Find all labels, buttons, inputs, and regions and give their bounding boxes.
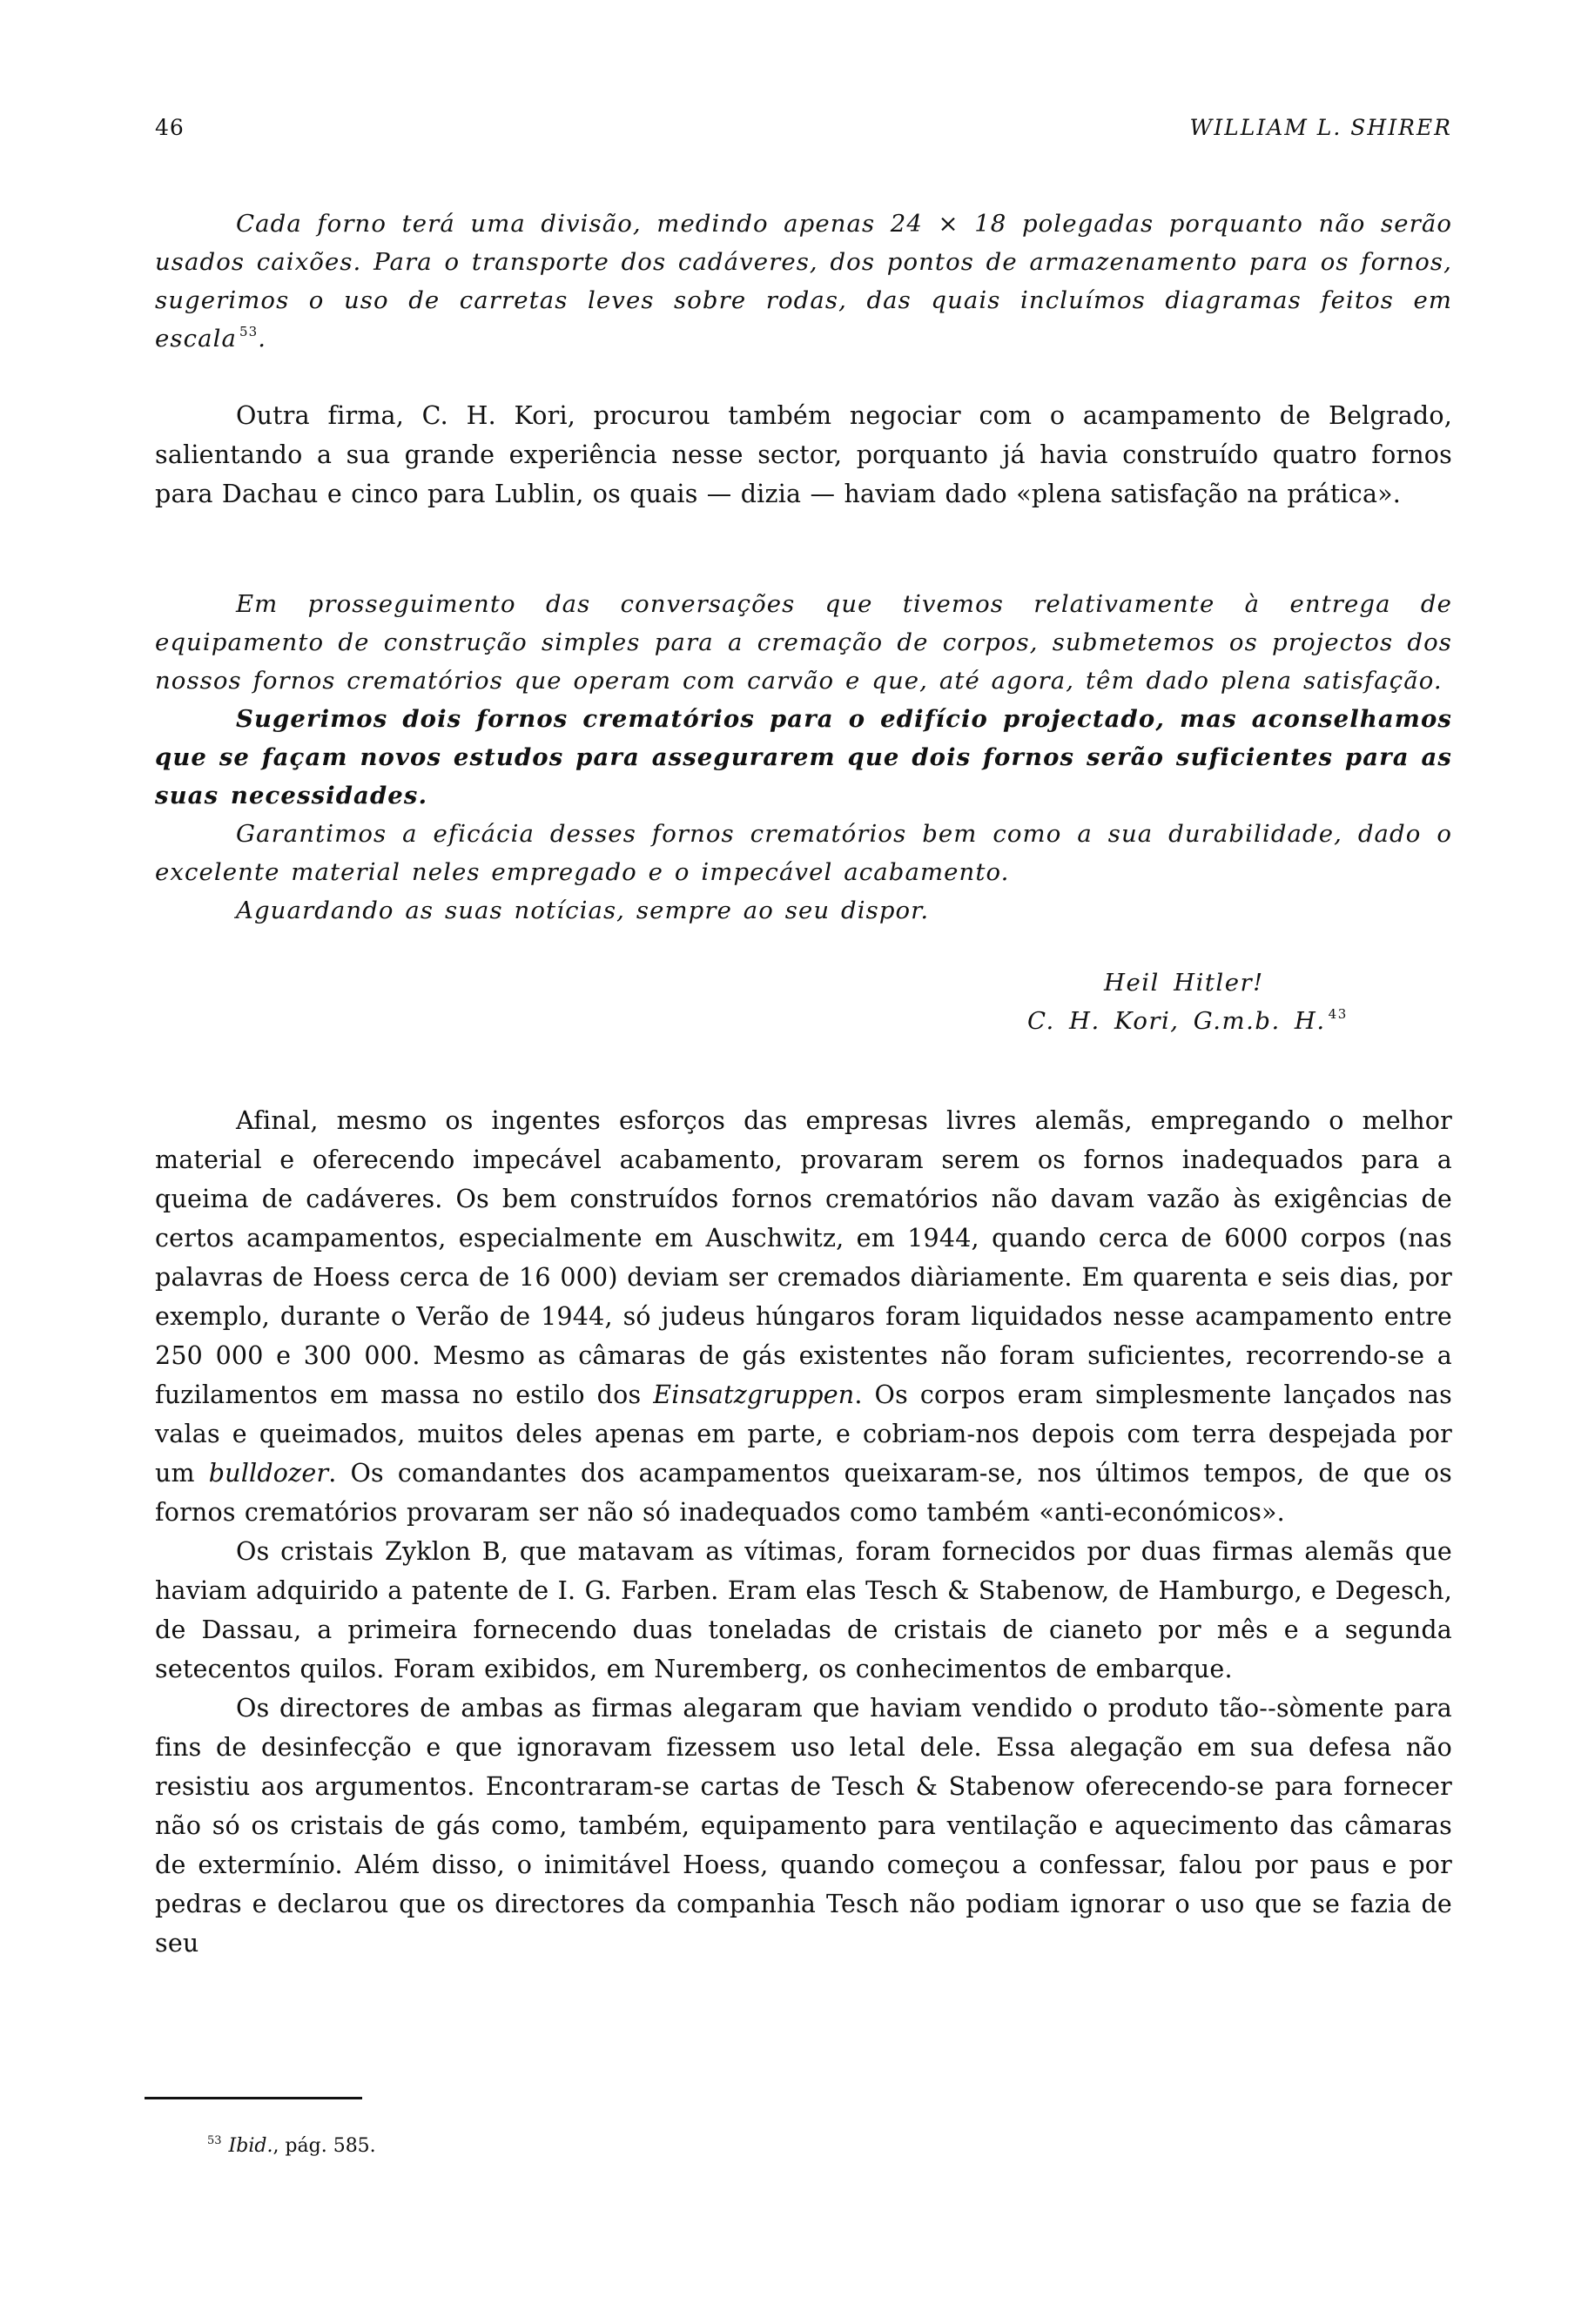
footnote-italic: Ibid. xyxy=(228,2135,273,2157)
quote-text: Cada forno terá uma divisão, medindo apenas 24 × 18 polegadas porquanto não serão usados caixões. Para o transporte dos cadáveres, dos pontos de armazenamento para os fornos, sugerimos o uso de carretas leves sobre rodas, das quais incluímos diagramas feitos em escala xyxy=(155,210,1452,353)
italic-term: Einsatzgruppen xyxy=(653,1380,855,1409)
quote-paragraph xyxy=(155,205,1452,358)
letter-paragraph: Sugerimos dois fornos crematórios para o edifício projectado, mas aconselhamos que se façam novos estudos para assegurarem que dois fornos serão suficientes para as suas necessidades. xyxy=(155,705,1452,809)
letter-signature xyxy=(1027,1007,1348,1035)
letter-paragraph: Aguardando as suas notícias, sempre ao seu dispor. xyxy=(236,897,930,924)
letter-paragraph: Garantimos a eficácia desses fornos crematórios bem como a sua durabilidade, dado o excelente material neles empregado e o impecável acabamento. xyxy=(155,820,1452,886)
signature-text: C. H. Kori, G.m.b. H. xyxy=(1027,1007,1326,1035)
footnote-text: , pág. 585. xyxy=(273,2135,376,2157)
paragraph-kori xyxy=(155,396,1452,514)
running-head xyxy=(155,115,1452,144)
quoted-specification xyxy=(155,205,1452,358)
page-number: 46 xyxy=(155,115,185,140)
body-text-run: Afinal, mesmo os ingentes esforços das empresas livres alemãs, empregando o melhor material e oferecendo impecável acabamento, provaram serem os fornos inadequados para a queima de cadáveres. Os bem construídos fornos crematórios não davam vazão às exigências de certos acampamentos, especialmente em Auschwitz, em 1944, quando cerca de 6000 corpos (nas palavras de Hoess cerca de 16 000) deviam ser cremados diàriamente. Em quarenta e seis dias, por exemplo, durante o Verão de 1944, só judeus húngaros foram liquidados nesse acampamento entre 250 000 e 300 000. Mesmo as câmaras de gás existentes não foram suficientes, recorrendo-se a fuzilamentos em massa no estilo dos xyxy=(155,1106,1452,1409)
footnote xyxy=(207,2134,376,2157)
letter-paragraph: Em prosseguimento das conversações que tivemos relativamente à entrega de equipamento de construção simples para a cremação de corpos, submetemos os projectos dos nossos fornos crematórios que operam com carvão e que, até agora, têm dado plena satisfação. xyxy=(155,590,1452,695)
body-text-run: . Os corpos eram simplesmente lançados nas valas e queimados, muitos deles apenas em parte, e cobriam-nos depois com terra despejada por um xyxy=(155,1380,1452,1488)
body-paragraph: Outra firma, C. H. Kori, procurou também negociar com o acampamento de Belgrado, salientando a sua grande experiência nesse sector, porquanto já havia construído quatro fornos para Dachau e cinco para Lublin, os quais — dizia — haviam dado «plena satisfação na prática». xyxy=(155,401,1452,508)
body-paragraph: Os directores de ambas as firmas alegaram que haviam vendido o produto tão--sòmente para fins de desinfecção e que ignoravam fizessem uso letal dele. Essa alegação em sua defesa não resistiu aos argumentos. Encontraram-se cartas de Tesch & Stabenow oferecendo-se para fornecer não só os cristais de gás como, também, equipamento para ventilação e aquecimento das câmaras de extermínio. Além disso, o inimitável Hoess, quando começou a confessar, falou por paus e por pedras e declarou que os directores da companhia Tesch não podiam ignorar o uso que se fazia de seu xyxy=(155,1694,1452,1958)
signature-reference: 43 xyxy=(1328,1006,1348,1022)
body-text-run: . Os comandantes dos acampamentos queixaram-se, nos últimos tempos, de que os fornos crematórios provaram ser não só inadequados como também «anti-económicos». xyxy=(155,1459,1452,1527)
body-paragraph: Os cristais Zyklon B, que matavam as vítimas, foram fornecidos por duas firmas alemãs que haviam adquirido a patente de I. G. Farben. Eram elas Tesch & Stabenow, de Hamburgo, e Degesch, de Dassau, a primeira fornecendo duas toneladas de cristais de cianeto por mês e a segunda setecentos quilos. Foram exibidos, em Nuremberg, os conhecimentos de embarque. xyxy=(155,1537,1452,1683)
footnote-divider xyxy=(145,2097,362,2099)
running-title-author: WILLIAM L. SHIRER xyxy=(1189,115,1452,140)
letter-closing: Heil Hitler! xyxy=(1104,969,1264,997)
quoted-letter xyxy=(155,585,1452,930)
italic-term: bulldozer xyxy=(208,1459,329,1488)
quote-end-punct: . xyxy=(258,325,267,353)
body-paragraph xyxy=(155,1101,1452,1532)
footnote-reference: 53 xyxy=(239,324,259,339)
footnote-number: 53 xyxy=(207,2134,222,2147)
main-body xyxy=(155,1101,1452,1963)
